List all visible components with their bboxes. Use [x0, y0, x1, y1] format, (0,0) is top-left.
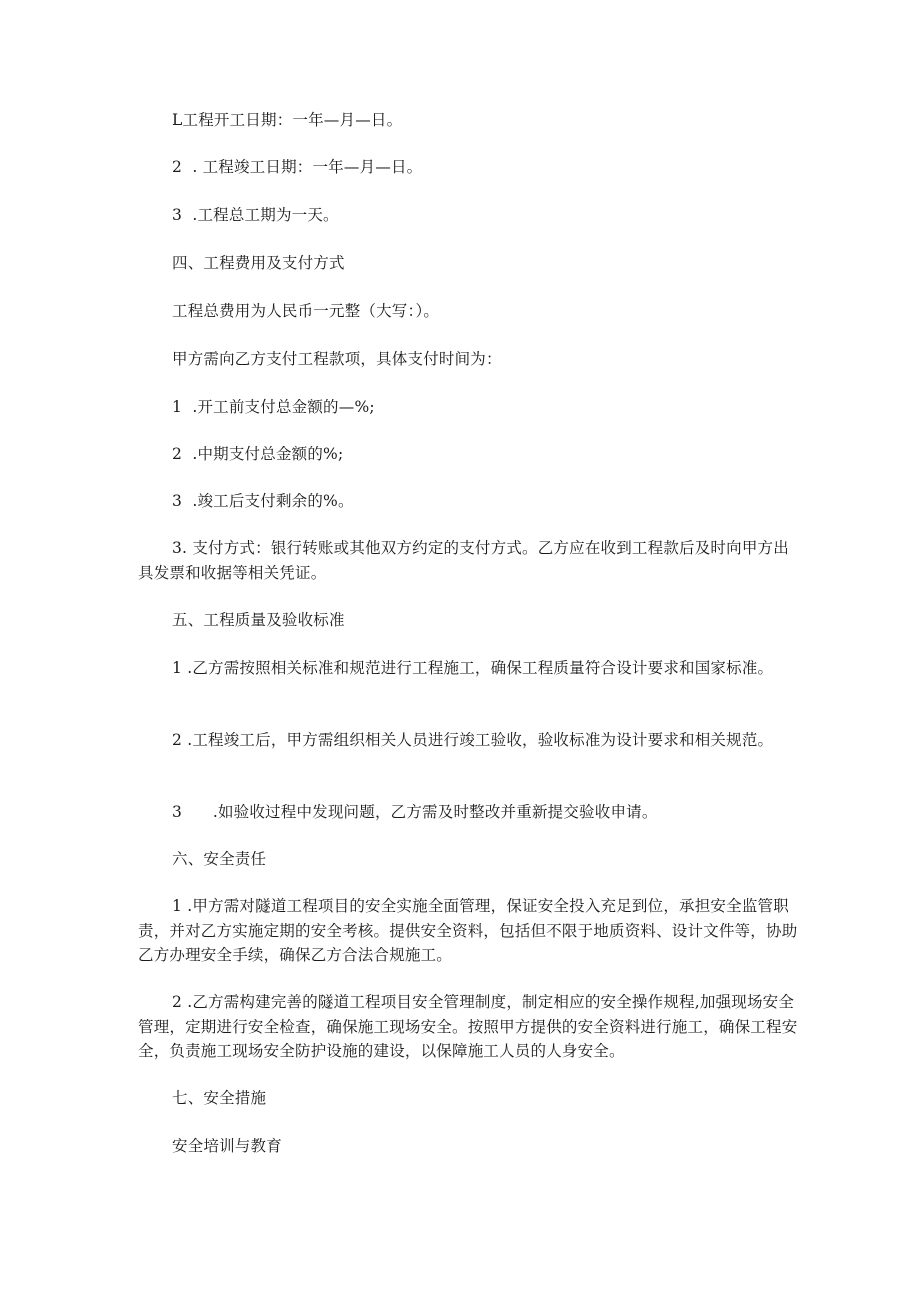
- payment-method-paragraph: 3. 支付方式：银行转账或其他双方约定的支付方式。乙方应在收到工程款后及时向甲方出具发票和收据等相关凭证。: [138, 539, 789, 582]
- section-seven-heading: 七、安全措施: [172, 1089, 267, 1107]
- completion-date-line: 2 . 工程竣工日期：一年—月—日。: [172, 158, 423, 176]
- safety-responsibility-item-2: 2 .乙方需构建完善的隧道工程项目安全管理制度，制定相应的安全操作规程,加强现场安全管理，定期进行安全检查，确保施工现场安全。按照甲方提供的安全资料进行施工，确保工程安全，负责施工现场安全防护设施的建设，以保障施工人员的人身安全。: [138, 993, 798, 1060]
- safety-responsibility-item-1: 1 .甲方需对隧道工程项目的安全实施全面管理，保证安全投入充足到位，承担安全监管职责，并对乙方实施定期的安全考核。提供安全资料，包括但不限于地质资料、设计文件等，协助乙方办理安全手续，确保乙方合法合规施工。: [138, 897, 798, 964]
- payment-item-1: 1 .开工前支付总金额的—%;: [172, 398, 375, 416]
- total-duration-line: 3 .工程总工期为一天。: [172, 206, 339, 224]
- start-date-line: L工程开工日期：一年—月—日。: [172, 111, 403, 129]
- payment-item-3: 3 .竣工后支付剩余的%。: [172, 492, 354, 510]
- quality-item-1: 1 .乙方需按照相关标准和规范进行工程施工，确保工程质量符合设计要求和国家标准。: [172, 659, 774, 677]
- quality-item-2: 2 .工程竣工后，甲方需组织相关人员进行竣工验收，验收标准为设计要求和相关规范。: [172, 731, 774, 749]
- payment-intro-line: 甲方需向乙方支付工程款项，具体支付时间为：: [172, 350, 502, 368]
- quality-item-3: 3 .如验收过程中发现问题，乙方需及时整改并重新提交验收申请。: [172, 803, 658, 821]
- section-six-heading: 六、安全责任: [172, 850, 267, 868]
- safety-training-line: 安全培训与教育: [172, 1137, 282, 1155]
- section-five-heading: 五、工程质量及验收标准: [172, 611, 345, 629]
- total-cost-line: 工程总费用为人民币一元整（大写：）。: [172, 302, 440, 320]
- payment-item-2: 2 .中期支付总金额的%;: [172, 445, 344, 463]
- section-four-heading: 四、工程费用及支付方式: [172, 254, 345, 272]
